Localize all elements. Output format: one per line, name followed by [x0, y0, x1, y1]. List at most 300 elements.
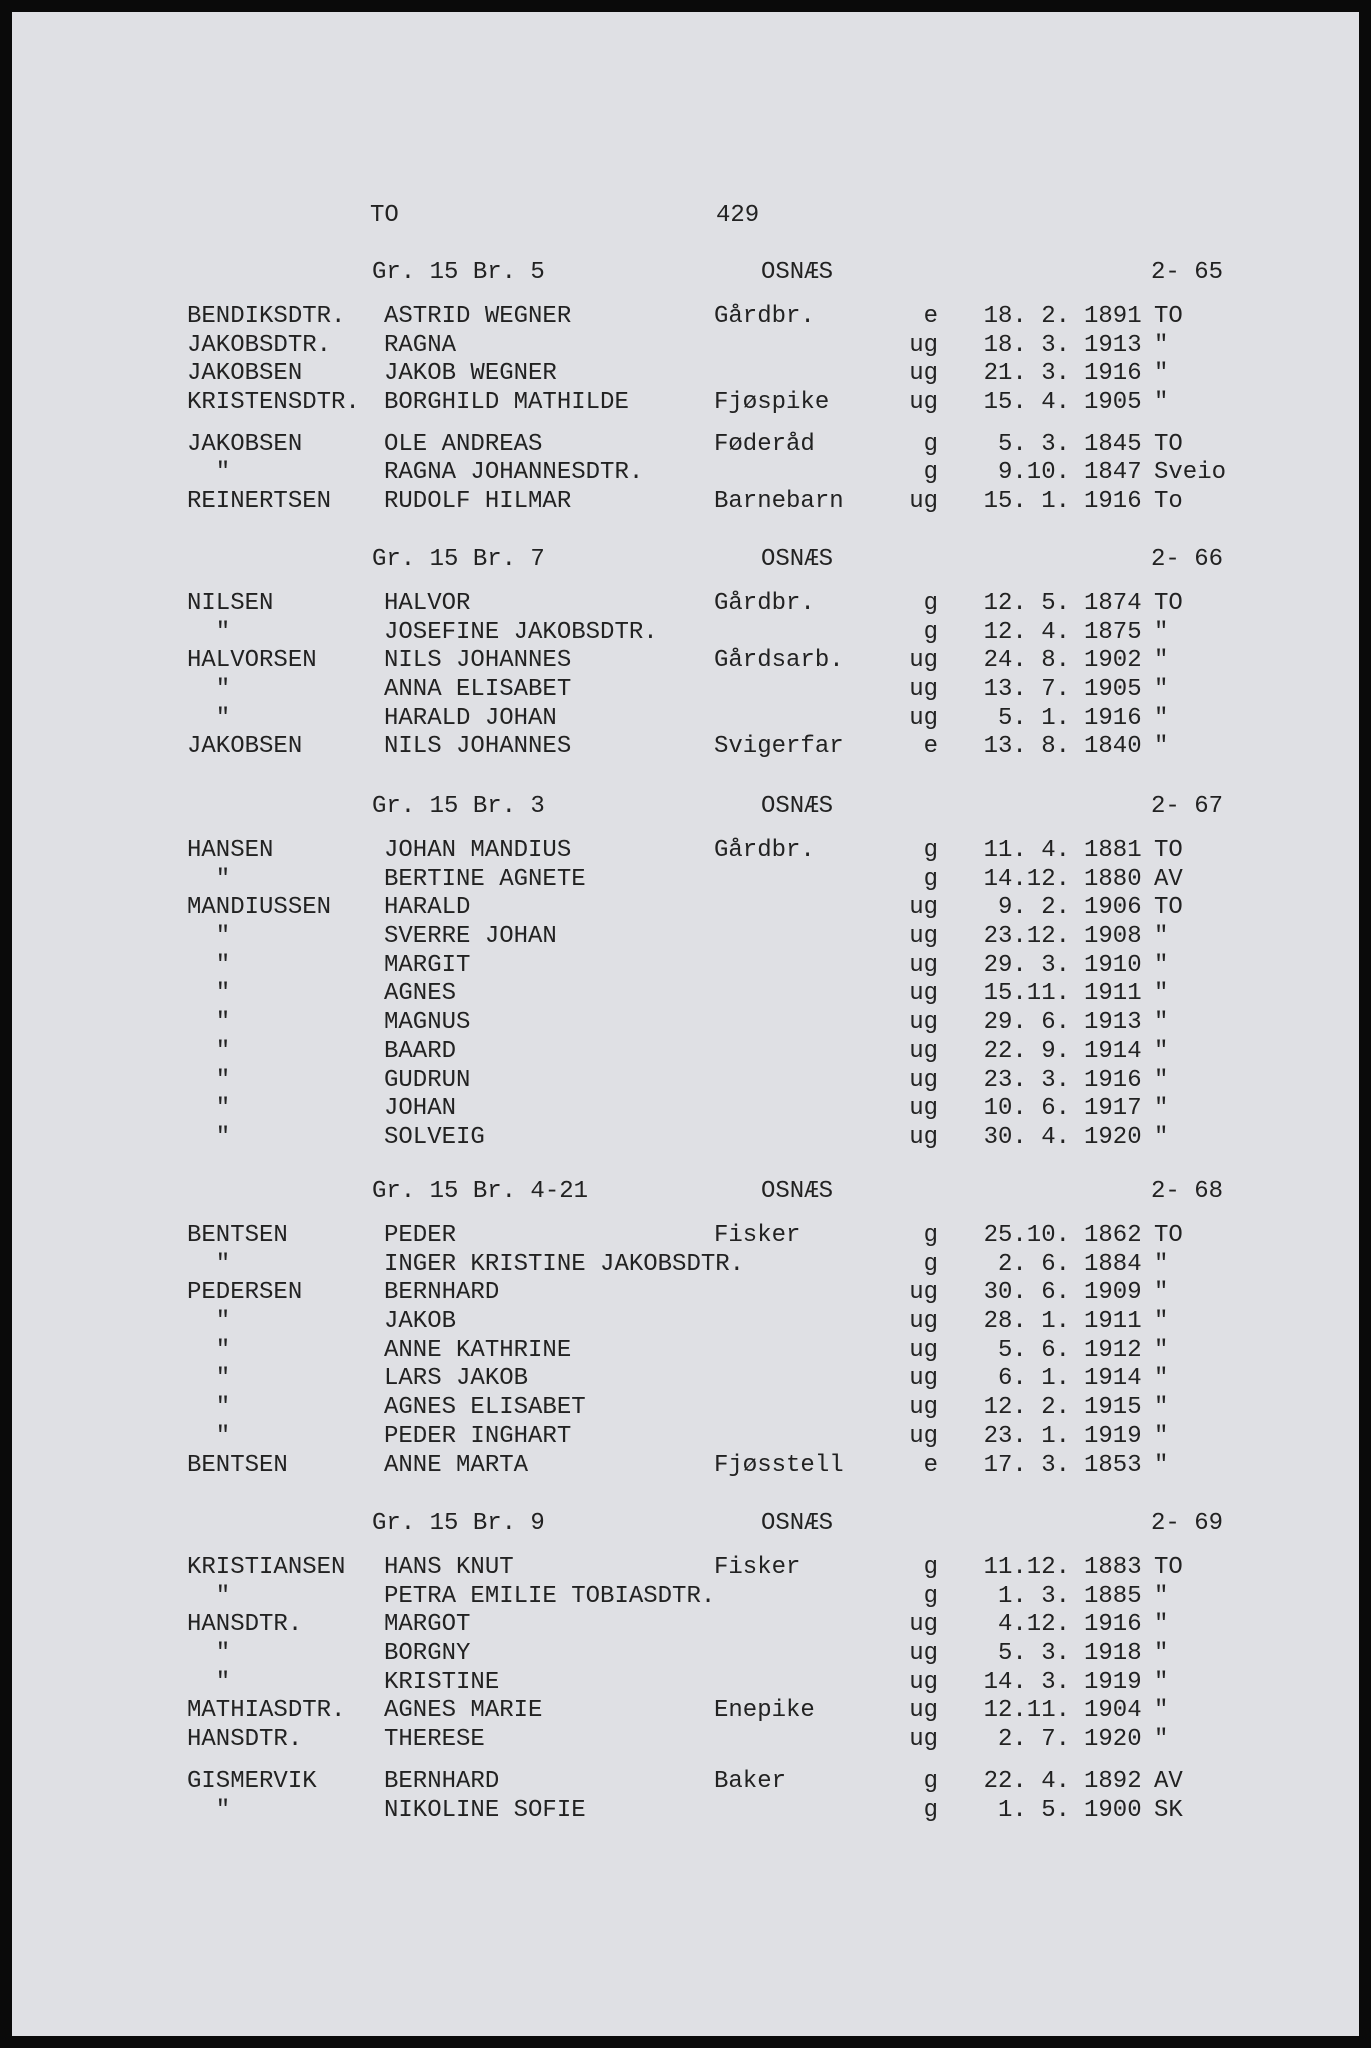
person-row: [12, 676, 1359, 705]
status-cell: ug: [909, 951, 938, 979]
person-row: [12, 866, 1359, 895]
given-cell: BERNHARD: [384, 1279, 500, 1307]
status-cell: ug: [909, 1611, 938, 1639]
person-row: [12, 1337, 1359, 1366]
given-cell: BERNHARD: [384, 1767, 500, 1795]
surname-cell: JAKOBSEN: [187, 733, 303, 761]
status-cell: ug: [909, 389, 938, 417]
surname-cell: ": [187, 865, 231, 893]
status-cell: ug: [909, 676, 938, 704]
status-cell: ug: [909, 980, 938, 1008]
person-row: [12, 389, 1359, 418]
birthplace-cell: ": [1154, 980, 1169, 1008]
person-row: [12, 590, 1359, 619]
year-cell: 1880: [1084, 865, 1142, 893]
status-cell: ug: [909, 1037, 938, 1065]
household-number: 2- 67: [1150, 793, 1223, 820]
daymonth-cell: 10. 6.: [983, 1095, 1070, 1123]
household-number: 2- 65: [1150, 259, 1223, 286]
status-cell: g: [923, 1222, 938, 1249]
surname-cell: HALVORSEN: [187, 647, 317, 675]
surname-cell: ": [187, 459, 231, 487]
surname-cell: HANSEN: [187, 837, 274, 864]
birthplace-cell: ": [1154, 1250, 1169, 1278]
given-cell: JOHAN: [384, 1095, 457, 1123]
surname-cell: ": [187, 618, 231, 646]
birthplace-cell: TO: [1154, 590, 1183, 617]
surname-cell: ": [187, 980, 231, 1008]
surname-cell: JAKOBSEN: [187, 430, 303, 458]
given-cell: AGNES: [384, 980, 457, 1008]
given-cell: HALVOR: [384, 590, 471, 617]
status-cell: g: [923, 459, 938, 487]
given-cell: PEDER: [384, 1222, 457, 1249]
daymonth-cell: 28. 1.: [983, 1308, 1070, 1336]
person-row: [12, 1251, 1359, 1280]
given-cell: BERTINE AGNETE: [384, 865, 586, 893]
daymonth-cell: 23. 3.: [983, 1066, 1070, 1094]
occupation-cell: Fjøsstell: [714, 1451, 844, 1479]
surname-cell: ": [187, 676, 231, 704]
surname-cell: JAKOBSDTR.: [187, 331, 332, 359]
year-cell: 1916: [1084, 1066, 1142, 1094]
status-cell: ug: [909, 704, 938, 732]
daymonth-cell: 12. 4.: [983, 618, 1070, 646]
person-row: [12, 980, 1359, 1009]
surname-cell: ": [187, 1365, 231, 1393]
daymonth-cell: 15.11.: [983, 980, 1070, 1008]
occupation-cell: Barnebarn: [714, 488, 844, 516]
surname-cell: ": [187, 1640, 231, 1668]
given-cell: ANNE MARTA: [384, 1451, 529, 1479]
group-label: Gr. 15 Br. 3: [372, 793, 545, 820]
birthplace-cell: AV: [1154, 865, 1183, 893]
birthplace-cell: TO: [1154, 1554, 1183, 1581]
person-row: [12, 1452, 1359, 1481]
given-cell: HARALD JOHAN: [384, 704, 557, 732]
birthplace-cell: ": [1154, 704, 1169, 732]
status-cell: ug: [909, 1095, 938, 1123]
surname-cell: ": [187, 1796, 231, 1824]
year-cell: 1916: [1084, 488, 1142, 516]
birthplace-cell: ": [1154, 1726, 1169, 1754]
status-cell: ug: [909, 331, 938, 359]
person-row: [12, 1394, 1359, 1423]
surname-cell: ": [187, 1037, 231, 1065]
birthplace-cell: Sveio: [1154, 459, 1227, 487]
daymonth-cell: 12. 5.: [983, 590, 1070, 617]
birthplace-cell: ": [1154, 1365, 1169, 1393]
birthplace-cell: ": [1154, 1066, 1169, 1094]
birthplace-cell: SK: [1154, 1796, 1183, 1824]
daymonth-cell: 5. 3.: [997, 430, 1070, 458]
daymonth-cell: 5. 1.: [997, 704, 1070, 732]
status-cell: ug: [909, 1336, 938, 1364]
status-cell: g: [923, 1796, 938, 1824]
occupation-cell: Gårdbr.: [714, 837, 815, 864]
status-cell: g: [923, 1250, 938, 1278]
year-cell: 1862: [1084, 1222, 1142, 1249]
given-cell: GUDRUN: [384, 1066, 471, 1094]
household-section: [12, 1510, 1359, 1825]
person-row: [12, 303, 1359, 332]
section-header: [12, 259, 1359, 287]
surname-cell: ": [187, 1066, 231, 1094]
status-cell: ug: [909, 1365, 938, 1393]
surname-cell: REINERTSEN: [187, 488, 332, 516]
given-cell: MAGNUS: [384, 1009, 471, 1037]
birthplace-cell: ": [1154, 1582, 1169, 1610]
year-cell: 1905: [1084, 676, 1142, 704]
birthplace-cell: ": [1154, 1394, 1169, 1422]
surname-cell: KRISTENSDTR.: [187, 389, 360, 417]
household-section: [12, 546, 1359, 762]
daymonth-cell: 14. 3.: [983, 1668, 1070, 1696]
section-header: [12, 1178, 1359, 1206]
person-row: [12, 647, 1359, 676]
birthplace-cell: ": [1154, 1009, 1169, 1037]
daymonth-cell: 2. 7.: [997, 1726, 1070, 1754]
person-row: [12, 1611, 1359, 1640]
person-row: [12, 488, 1359, 517]
household-block: [12, 1768, 1359, 1825]
daymonth-cell: 30. 4.: [983, 1123, 1070, 1151]
daymonth-cell: 23.12.: [983, 923, 1070, 951]
given-cell: NILS JOHANNES: [384, 733, 572, 761]
daymonth-cell: 13. 7.: [983, 676, 1070, 704]
surname-cell: ": [187, 951, 231, 979]
surname-cell: ": [187, 1250, 231, 1278]
status-cell: g: [923, 837, 938, 864]
birthplace-cell: ": [1154, 1697, 1169, 1725]
daymonth-cell: 30. 6.: [983, 1279, 1070, 1307]
surname-cell: BENDIKSDTR.: [187, 303, 346, 330]
year-cell: 1918: [1084, 1640, 1142, 1668]
occupation-cell: Gårdsarb.: [714, 647, 844, 675]
status-cell: ug: [909, 1066, 938, 1094]
surname-cell: ": [187, 1582, 231, 1610]
surname-cell: GISMERVIK: [187, 1767, 317, 1795]
person-row: [12, 1095, 1359, 1124]
given-cell: SVERRE JOHAN: [384, 923, 557, 951]
daymonth-cell: 29. 3.: [983, 951, 1070, 979]
status-cell: ug: [909, 894, 938, 922]
household-section: [12, 793, 1359, 1153]
year-cell: 1916: [1084, 360, 1142, 388]
person-row: [12, 1583, 1359, 1612]
place-name: OSNÆS: [761, 259, 834, 286]
surname-cell: ": [187, 1123, 231, 1151]
group-label: Gr. 15 Br. 7: [372, 546, 545, 573]
year-cell: 1847: [1084, 459, 1142, 487]
group-label: Gr. 15 Br. 4-21: [372, 1178, 589, 1205]
section-header: [12, 793, 1359, 821]
daymonth-cell: 21. 3.: [983, 360, 1070, 388]
status-cell: ug: [909, 1726, 938, 1754]
status-cell: e: [923, 1451, 938, 1479]
year-cell: 1909: [1084, 1279, 1142, 1307]
person-row: [12, 1308, 1359, 1337]
given-cell: THERESE: [384, 1726, 485, 1754]
document-page: [12, 12, 1359, 2036]
year-cell: 1906: [1084, 894, 1142, 922]
given-cell: ANNA ELISABET: [384, 676, 572, 704]
household-block: [12, 1554, 1359, 1755]
surname-cell: ": [187, 1422, 231, 1450]
section-header: [12, 1510, 1359, 1538]
person-row: [12, 1067, 1359, 1096]
person-row: [12, 1768, 1359, 1797]
status-cell: g: [923, 618, 938, 646]
birthplace-cell: TO: [1154, 1222, 1183, 1249]
daymonth-cell: 17. 3.: [983, 1451, 1070, 1479]
birthplace-cell: ": [1154, 923, 1169, 951]
status-cell: ug: [909, 1668, 938, 1696]
surname-cell: ": [187, 1308, 231, 1336]
daymonth-cell: 5. 3.: [997, 1640, 1070, 1668]
person-row: [12, 894, 1359, 923]
status-cell: g: [923, 590, 938, 617]
household-block: [12, 837, 1359, 1153]
surname-cell: NILSEN: [187, 590, 274, 617]
given-cell: ANNE KATHRINE: [384, 1336, 572, 1364]
surname-cell: JAKOBSEN: [187, 360, 303, 388]
given-cell: PETRA EMILIE TOBIASDTR.: [384, 1582, 716, 1610]
given-cell: JOSEFINE JAKOBSDTR.: [384, 618, 658, 646]
year-cell: 1919: [1084, 1668, 1142, 1696]
status-cell: ug: [909, 1009, 938, 1037]
daymonth-cell: 11. 4.: [983, 837, 1070, 864]
year-cell: 1908: [1084, 923, 1142, 951]
surname-cell: MANDIUSSEN: [187, 894, 332, 922]
surname-cell: ": [187, 923, 231, 951]
year-cell: 1912: [1084, 1336, 1142, 1364]
person-row: [12, 952, 1359, 981]
occupation-cell: Gårdbr.: [714, 303, 815, 330]
birthplace-cell: TO: [1154, 430, 1183, 458]
year-cell: 1874: [1084, 590, 1142, 617]
person-row: [12, 837, 1359, 866]
daymonth-cell: 22. 4.: [983, 1767, 1070, 1795]
status-cell: ug: [909, 1279, 938, 1307]
daymonth-cell: 14.12.: [983, 865, 1070, 893]
given-cell: JOHAN MANDIUS: [384, 837, 572, 864]
surname-cell: PEDERSEN: [187, 1279, 303, 1307]
status-cell: g: [923, 1767, 938, 1795]
given-cell: AGNES ELISABET: [384, 1394, 586, 1422]
given-cell: RAGNA JOHANNESDTR.: [384, 459, 644, 487]
birthplace-cell: TO: [1154, 894, 1183, 922]
year-cell: 1916: [1084, 1611, 1142, 1639]
status-cell: g: [923, 865, 938, 893]
birthplace-cell: ": [1154, 618, 1169, 646]
person-row: [12, 923, 1359, 952]
birthplace-cell: ": [1154, 1640, 1169, 1668]
year-cell: 1902: [1084, 647, 1142, 675]
given-cell: BAARD: [384, 1037, 457, 1065]
birthplace-cell: ": [1154, 1611, 1169, 1639]
year-cell: 1916: [1084, 704, 1142, 732]
birthplace-cell: TO: [1154, 837, 1183, 864]
given-cell: SOLVEIG: [384, 1123, 485, 1151]
person-row: [12, 1365, 1359, 1394]
birthplace-cell: ": [1154, 676, 1169, 704]
given-cell: LARS JAKOB: [384, 1365, 529, 1393]
daymonth-cell: 15. 1.: [983, 488, 1070, 516]
surname-cell: ": [187, 704, 231, 732]
surname-cell: ": [187, 1009, 231, 1037]
birthplace-cell: ": [1154, 647, 1169, 675]
person-row: [12, 1797, 1359, 1826]
given-cell: OLE ANDREAS: [384, 430, 543, 458]
surname-cell: ": [187, 1394, 231, 1422]
birthplace-cell: ": [1154, 1279, 1169, 1307]
birthplace-cell: ": [1154, 1422, 1169, 1450]
daymonth-cell: 12. 2.: [983, 1394, 1070, 1422]
given-cell: MARGIT: [384, 951, 471, 979]
place-name: OSNÆS: [761, 546, 834, 573]
year-cell: 1884: [1084, 1250, 1142, 1278]
status-cell: ug: [909, 647, 938, 675]
year-cell: 1905: [1084, 389, 1142, 417]
given-cell: NIKOLINE SOFIE: [384, 1796, 586, 1824]
given-cell: INGER KRISTINE JAKOBSDTR.: [384, 1250, 745, 1278]
person-row: [12, 1009, 1359, 1038]
birthplace-cell: ": [1154, 1095, 1169, 1123]
year-cell: 1900: [1084, 1796, 1142, 1824]
year-cell: 1913: [1084, 331, 1142, 359]
birthplace-cell: ": [1154, 389, 1169, 417]
surname-cell: ": [187, 1336, 231, 1364]
daymonth-cell: 22. 9.: [983, 1037, 1070, 1065]
occupation-cell: Fisker: [714, 1554, 801, 1581]
person-row: [12, 1423, 1359, 1452]
year-cell: 1920: [1084, 1726, 1142, 1754]
given-cell: ASTRID WEGNER: [384, 303, 572, 330]
household-block: [12, 303, 1359, 418]
given-cell: BORGHILD MATHILDE: [384, 389, 629, 417]
household-block: [12, 590, 1359, 762]
birthplace-cell: ": [1154, 1336, 1169, 1364]
daymonth-cell: 9. 2.: [997, 894, 1070, 922]
page-number: 429: [716, 202, 760, 229]
person-row: [12, 733, 1359, 762]
daymonth-cell: 11.12.: [983, 1554, 1070, 1581]
person-row: [12, 1726, 1359, 1755]
year-cell: 1853: [1084, 1451, 1142, 1479]
daymonth-cell: 24. 8.: [983, 647, 1070, 675]
section-header: [12, 546, 1359, 574]
person-row: [12, 1279, 1359, 1308]
daymonth-cell: 25.10.: [983, 1222, 1070, 1249]
person-row: [12, 1222, 1359, 1251]
daymonth-cell: 1. 3.: [997, 1582, 1070, 1610]
status-cell: ug: [909, 1394, 938, 1422]
year-cell: 1915: [1084, 1394, 1142, 1422]
year-cell: 1913: [1084, 1009, 1142, 1037]
person-row: [12, 1038, 1359, 1067]
birthplace-cell: ": [1154, 1668, 1169, 1696]
person-row: [12, 1554, 1359, 1583]
surname-cell: ": [187, 1668, 231, 1696]
year-cell: 1911: [1084, 1308, 1142, 1336]
group-label: Gr. 15 Br. 5: [372, 259, 545, 286]
daymonth-cell: 15. 4.: [983, 389, 1070, 417]
year-cell: 1885: [1084, 1582, 1142, 1610]
household-number: 2- 68: [1150, 1178, 1223, 1205]
birthplace-cell: ": [1154, 1123, 1169, 1151]
occupation-cell: Fjøspike: [714, 389, 830, 417]
year-cell: 1910: [1084, 951, 1142, 979]
given-cell: NILS JOHANNES: [384, 647, 572, 675]
year-cell: 1840: [1084, 733, 1142, 761]
given-cell: AGNES MARIE: [384, 1697, 543, 1725]
occupation-cell: Fisker: [714, 1222, 801, 1249]
year-cell: 1920: [1084, 1123, 1142, 1151]
given-cell: RAGNA: [384, 331, 457, 359]
year-cell: 1914: [1084, 1365, 1142, 1393]
parish-code: TO: [370, 202, 399, 229]
status-cell: g: [923, 430, 938, 458]
daymonth-cell: 18. 3.: [983, 331, 1070, 359]
year-cell: 1892: [1084, 1767, 1142, 1795]
person-row: [12, 705, 1359, 734]
page-header: [12, 202, 1359, 230]
status-cell: ug: [909, 1422, 938, 1450]
daymonth-cell: 9.10.: [997, 459, 1070, 487]
status-cell: ug: [909, 923, 938, 951]
given-cell: HARALD: [384, 894, 471, 922]
daymonth-cell: 13. 8.: [983, 733, 1070, 761]
occupation-cell: Gårdbr.: [714, 590, 815, 617]
daymonth-cell: 2. 6.: [997, 1250, 1070, 1278]
status-cell: e: [923, 303, 938, 330]
birthplace-cell: ": [1154, 1451, 1169, 1479]
status-cell: ug: [909, 488, 938, 516]
surname-cell: HANSDTR.: [187, 1611, 303, 1639]
given-cell: HANS KNUT: [384, 1554, 514, 1581]
surname-cell: HANSDTR.: [187, 1726, 303, 1754]
household-number: 2- 66: [1150, 546, 1223, 573]
year-cell: 1883: [1084, 1554, 1142, 1581]
birthplace-cell: ": [1154, 360, 1169, 388]
occupation-cell: Svigerfar: [714, 733, 844, 761]
household-block: [12, 431, 1359, 517]
year-cell: 1914: [1084, 1037, 1142, 1065]
birthplace-cell: ": [1154, 1308, 1169, 1336]
household-section: [12, 1178, 1359, 1480]
year-cell: 1845: [1084, 430, 1142, 458]
household-number: 2- 69: [1150, 1510, 1223, 1537]
person-row: [12, 332, 1359, 361]
place-name: OSNÆS: [761, 793, 834, 820]
given-cell: JAKOB: [384, 1308, 457, 1336]
daymonth-cell: 12.11.: [983, 1697, 1070, 1725]
given-cell: PEDER INGHART: [384, 1422, 572, 1450]
daymonth-cell: 5. 6.: [997, 1336, 1070, 1364]
person-row: [12, 619, 1359, 648]
surname-cell: BENTSEN: [187, 1222, 288, 1249]
given-cell: BORGNY: [384, 1640, 471, 1668]
occupation-cell: Enepike: [714, 1697, 815, 1725]
daymonth-cell: 18. 2.: [983, 303, 1070, 330]
person-row: [12, 431, 1359, 460]
birthplace-cell: ": [1154, 1037, 1169, 1065]
birthplace-cell: ": [1154, 951, 1169, 979]
given-cell: JAKOB WEGNER: [384, 360, 557, 388]
place-name: OSNÆS: [761, 1178, 834, 1205]
occupation-cell: Føderåd: [714, 430, 815, 458]
